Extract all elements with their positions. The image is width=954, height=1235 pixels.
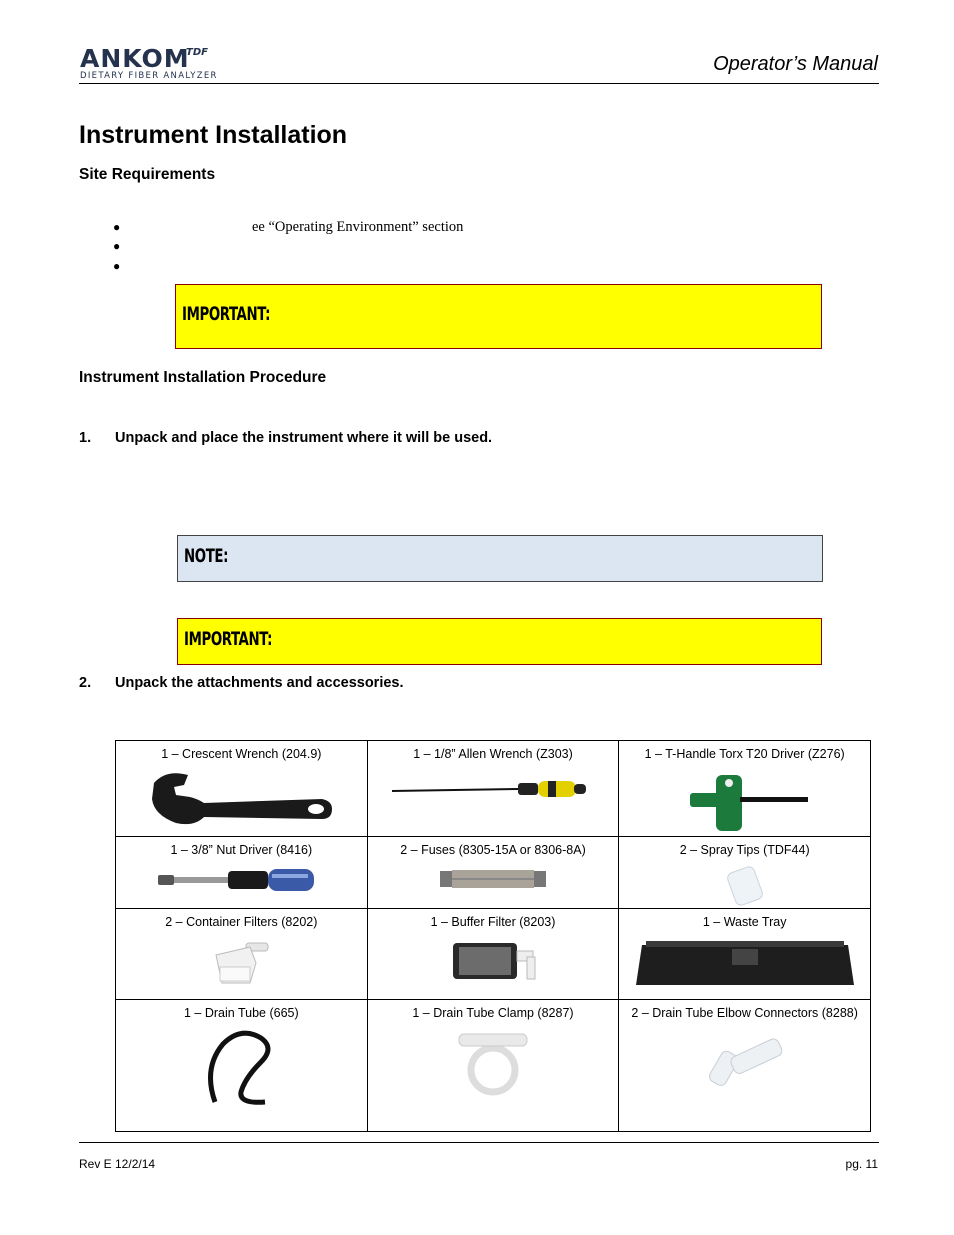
nut-driver-image: [156, 865, 326, 895]
header-rule: [79, 83, 879, 84]
drain-tube-image: [201, 1028, 281, 1108]
cell-caption: 2 – Spray Tips (TDF44): [679, 843, 810, 857]
manual-title: Operator’s Manual: [713, 53, 878, 75]
allen-wrench-image: [388, 769, 598, 809]
crescent-wrench-image: [146, 769, 336, 827]
table-cell: [619, 741, 871, 837]
fuses-image: [438, 865, 548, 893]
bullet-1: ●: [113, 220, 121, 234]
important-box-1: [175, 284, 822, 349]
revision: Rev E 12/2/14: [79, 1157, 156, 1171]
logo-subtitle: DIETARY FIBER ANALYZER: [80, 71, 218, 81]
cell-caption: 1 – Drain Tube Clamp (8287): [412, 1006, 574, 1020]
cell-caption: 1 – Drain Tube (665): [184, 1006, 299, 1020]
bullet-1-text: ee “Operating Environment” section: [252, 219, 464, 235]
cell-caption: 1 – Waste Tray: [702, 915, 787, 929]
table-cell: [116, 837, 368, 909]
drain-tube-clamp-image: [453, 1028, 533, 1098]
table-cell: [367, 1000, 619, 1132]
table-cell: [116, 909, 368, 1000]
step-1-number: 1.: [79, 430, 92, 446]
important-label: IMPORTANT:: [184, 628, 273, 650]
step-2: [79, 675, 404, 691]
table-row: [116, 741, 871, 837]
step-1: [79, 430, 492, 446]
cell-caption: 2 – Drain Tube Elbow Connectors (8288): [631, 1006, 858, 1020]
cell-caption: 1 – T-Handle Torx T20 Driver (Z276): [644, 747, 845, 761]
table-cell: [619, 909, 871, 1000]
important-label: IMPORTANT:: [182, 303, 271, 325]
table-row: [116, 909, 871, 1000]
cell-caption: 1 – Buffer Filter (8203): [430, 915, 556, 929]
waste-tray-image: [632, 937, 858, 987]
table-row: [116, 837, 871, 909]
note-box: [177, 535, 823, 582]
site-requirements-heading: Site Requirements: [79, 166, 216, 183]
cell-caption: 1 – 3/8” Nut Driver (8416): [170, 843, 313, 857]
table-cell: [367, 837, 619, 909]
table-cell: [367, 741, 619, 837]
cell-caption: 2 – Container Filters (8202): [165, 915, 318, 929]
bullet-3: ●: [113, 259, 121, 273]
table-cell: [116, 741, 368, 837]
important-box-2: [177, 618, 822, 665]
table-cell: [116, 1000, 368, 1132]
page-number: pg. 11: [845, 1157, 878, 1171]
cell-caption: 1 – 1/8” Allen Wrench (Z303): [413, 747, 573, 761]
container-filter-image: [206, 937, 276, 987]
page-title: Instrument Installation: [79, 121, 348, 149]
buffer-filter-image: [443, 937, 543, 985]
accessories-table: [115, 740, 871, 1132]
table-cell: [619, 837, 871, 909]
step-2-text: Unpack the attachments and accessories.: [115, 675, 404, 691]
step-1-text: Unpack and place the instrument where it will be used.: [115, 430, 493, 446]
note-label: NOTE:: [184, 545, 229, 567]
elbow-connector-image: [695, 1028, 795, 1098]
logo-tdf: TDF: [186, 47, 208, 58]
cell-caption: 1 – Crescent Wrench (204.9): [161, 747, 322, 761]
footer-rule: [79, 1142, 879, 1143]
bullet-2: ●: [113, 239, 121, 253]
logo-ankom: ANKOM: [80, 44, 190, 73]
table-cell: [367, 909, 619, 1000]
step-2-number: 2.: [79, 675, 92, 691]
spray-tips-image: [725, 865, 765, 907]
cell-caption: 2 – Fuses (8305-15A or 8306-8A): [400, 843, 586, 857]
torx-driver-image: [670, 769, 820, 835]
procedure-heading: Instrument Installation Procedure: [79, 369, 327, 386]
table-row: [116, 1000, 871, 1132]
table-cell: [619, 1000, 871, 1132]
